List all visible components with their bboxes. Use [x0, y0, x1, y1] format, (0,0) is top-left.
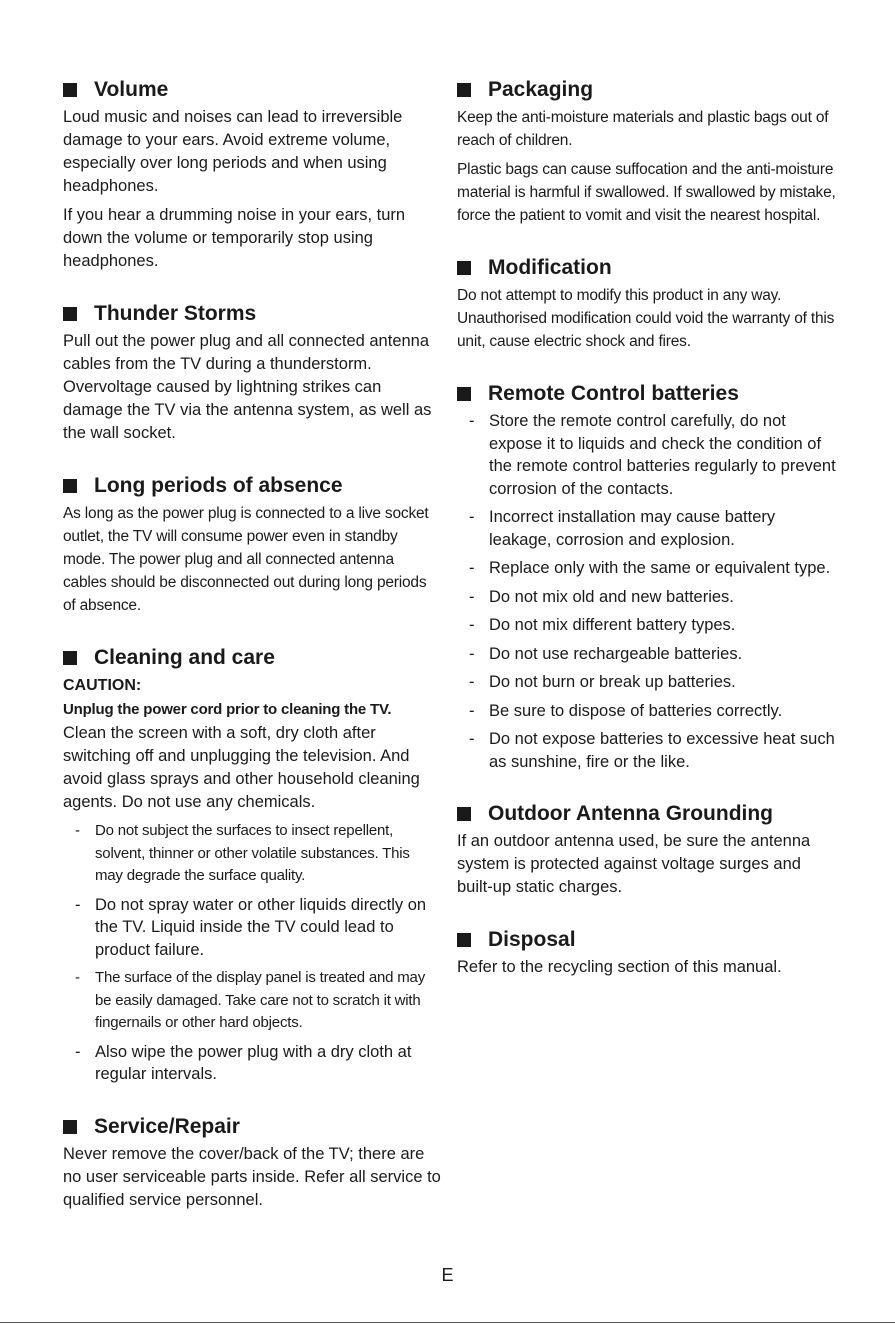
paragraph: If an outdoor antenna used, be sure the antenna system is protected against voltage surges and built-up static charges.	[457, 832, 811, 896]
caution-label: CAUTION:	[63, 677, 142, 694]
square-bullet-icon	[63, 1120, 77, 1134]
list-item: - Do not spray water or other liquids directly on the TV. Liquid inside the TV could lead to product failure.	[63, 894, 441, 962]
paragraph: As long as the power plug is connected to a live socket outlet, the TV will consume power even in standby mode. The power plug and all connected antenna cables should be disconnected out during long periods of absence.	[63, 505, 429, 614]
section-packaging	[457, 76, 839, 227]
section-service-repair	[63, 1113, 441, 1212]
paragraph: Refer to the recycling section of this manual.	[457, 958, 782, 976]
section-heading: Outdoor Antenna Grounding	[457, 800, 839, 828]
square-bullet-icon	[457, 83, 471, 97]
section-heading: Disposal	[457, 926, 839, 954]
list-item: - Also wipe the power plug with a dry cloth at regular intervals.	[63, 1041, 441, 1086]
list-item: - Do not use rechargeable batteries.	[457, 643, 839, 666]
section-volume	[63, 76, 441, 273]
section-heading: Modification	[457, 254, 839, 282]
paragraph: Never remove the cover/back of the TV; there are no user serviceable parts inside. Refer all service to qualified service personnel.	[63, 1144, 441, 1209]
paragraph: Keep the anti-moisture materials and plastic bags out of reach of children.	[457, 109, 829, 149]
square-bullet-icon	[63, 83, 77, 97]
paragraph: Pull out the power plug and all connected antenna cables from the TV during a thunderstorm. Overvoltage caused by lightning strikes can damage the TV via the antenna system, as well as the wall socket.	[63, 332, 432, 442]
list-item: - Incorrect installation may cause battery leakage, corrosion and explosion.	[457, 506, 839, 551]
section-remote-batteries	[457, 380, 839, 773]
list-item: - Do not mix different battery types.	[457, 614, 839, 637]
paragraph: Clean the screen with a soft, dry cloth after switching off and unplugging the television. And avoid glass sprays and other household cleaning agents. Do not use any chemicals.	[63, 724, 420, 811]
section-disposal	[457, 926, 839, 979]
section-heading: Packaging	[457, 76, 839, 104]
page-bottom-rule	[0, 1322, 895, 1323]
section-heading: Cleaning and care	[63, 644, 441, 672]
unplug-warning: Unplug the power cord prior to cleaning the TV.	[63, 701, 392, 718]
list-item: - Be sure to dispose of batteries correctly.	[457, 700, 839, 723]
section-cleaning	[63, 644, 441, 1086]
paragraph: Do not attempt to modify this product in any way. Unauthorised modification could void the warranty of this unit, cause electric shock and fires.	[457, 287, 835, 350]
section-thunder-storms	[63, 300, 441, 445]
section-heading: Volume	[63, 76, 441, 104]
section-heading: Service/Repair	[63, 1113, 441, 1141]
square-bullet-icon	[63, 307, 77, 321]
square-bullet-icon	[63, 479, 77, 493]
cleaning-list	[63, 820, 441, 1086]
section-heading: Long periods of absence	[63, 472, 441, 500]
paragraph: Plastic bags can cause suffocation and the anti-moisture material is harmful if swallowed. If swallowed by mistake, force the patient to vomit and visit the nearest hospital.	[457, 161, 836, 224]
paragraph: Loud music and noises can lead to irreversible damage to your ears. Avoid extreme volume, especially over long periods and when using headphones.	[63, 108, 403, 195]
right-column	[457, 76, 839, 1006]
paragraph: If you hear a drumming noise in your ears, turn down the volume or temporarily stop using headphones.	[63, 206, 406, 270]
battery-list	[457, 410, 839, 773]
section-long-absence	[63, 472, 441, 617]
list-item: - Do not subject the surfaces to insect repellent, solvent, thinner or other volatile substances. This may degrade the surface quality.	[63, 820, 441, 888]
square-bullet-icon	[457, 807, 471, 821]
list-item: - The surface of the display panel is treated and may be easily damaged. Take care not to scratch it with fingernails or other hard objects.	[63, 967, 441, 1035]
square-bullet-icon	[63, 651, 77, 665]
square-bullet-icon	[457, 261, 471, 275]
list-item: - Do not burn or break up batteries.	[457, 671, 839, 694]
page-label: E	[441, 1265, 454, 1285]
list-item: - Store the remote control carefully, do not expose it to liquids and check the condition of the remote control batteries regularly to prevent corrosion of the contacts.	[457, 410, 839, 500]
section-outdoor-antenna	[457, 800, 839, 899]
list-item: - Do not mix old and new batteries.	[457, 586, 839, 609]
list-item: - Replace only with the same or equivalent type.	[457, 557, 839, 580]
section-heading: Remote Control batteries	[457, 380, 839, 408]
square-bullet-icon	[457, 933, 471, 947]
left-column	[63, 76, 441, 1239]
square-bullet-icon	[457, 387, 471, 401]
list-item: - Do not expose batteries to excessive heat such as sunshine, fire or the like.	[457, 728, 839, 773]
section-heading: Thunder Storms	[63, 300, 441, 328]
section-modification	[457, 254, 839, 353]
